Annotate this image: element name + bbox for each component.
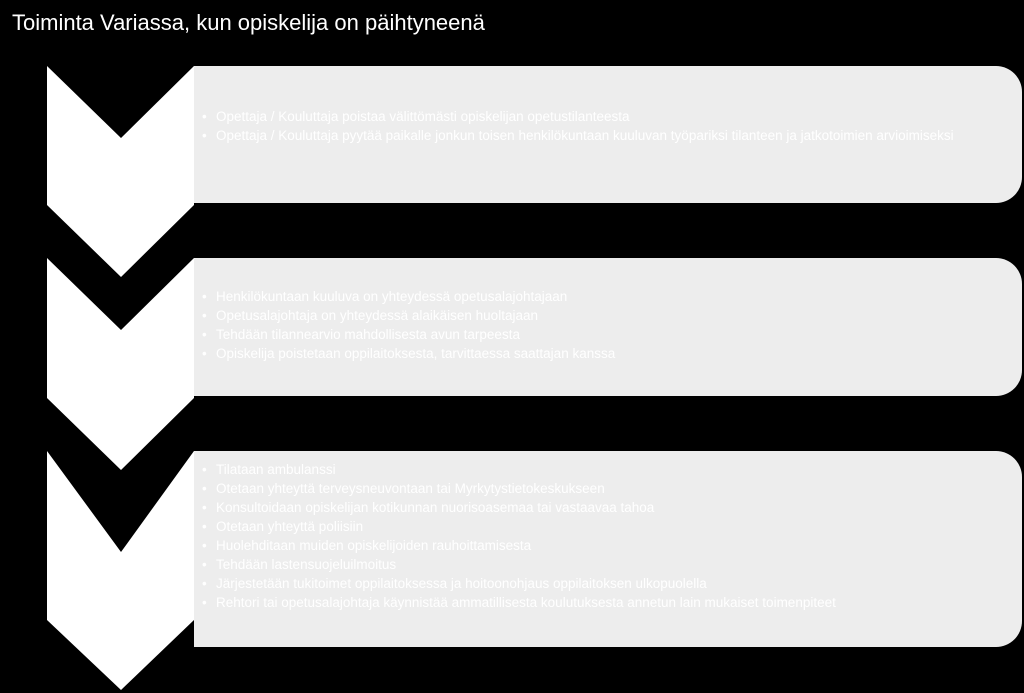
step-3-list [202,460,992,612]
list-item: • Opiskelija poistetaan oppilaitoksesta, tarvittaessa saattajan kanssa [202,344,992,363]
step-1-chevron [47,66,194,277]
list-item: • Rehtori tai opetusalajohtaja käynnistää ammatillisesta koulutuksesta annetun lain mukaiset toimenpiteet [202,593,992,612]
step-2-list [202,287,992,363]
step-1-panel [194,66,1022,203]
list-item: • Opettaja / Kouluttaja poistaa välittömästi opiskelijan opetustilanteesta [202,107,992,126]
step-2-chevron [47,258,194,470]
list-item: • Konsultoidaan opiskelijan kotikunnan nuorisoasemaa tai vastaavaa tahoa [202,498,992,517]
step-1-list [202,107,992,145]
step-2-panel [194,258,1022,396]
list-item: • Opetusalajohtaja on yhteydessä alaikäisen huoltajaan [202,306,992,325]
step-3-chevron [47,451,194,690]
list-item: • Otetaan yhteyttä poliisiin [202,517,992,536]
list-item: • Henkilökuntaan kuuluva on yhteydessä opetusalajohtajaan [202,287,992,306]
list-item: • Tehdään tilannearvio mahdollisesta avun tarpeesta [202,325,992,344]
list-item: • Järjestetään tukitoimet oppilaitoksessa ja hoitoonohjaus oppilaitoksen ulkopuolella [202,574,992,593]
list-item: • Otetaan yhteyttä terveysneuvontaan tai Myrkytystietokeskukseen [202,479,992,498]
diagram-title: Toiminta Variassa, kun opiskelija on päihtyneenä [12,10,485,35]
step-3-panel [194,451,1022,647]
list-item: • Tehdään lastensuojeluilmoitus [202,555,992,574]
list-item: • Opettaja / Kouluttaja pyytää paikalle jonkun toisen henkilökuntaan kuuluvan työpariksi tilanteen ja jatkotoimien arvioimiseksi [202,126,992,145]
list-item: • Huolehditaan muiden opiskelijoiden rauhoittamisesta [202,536,992,555]
list-item: • Tilataan ambulanssi [202,460,992,479]
